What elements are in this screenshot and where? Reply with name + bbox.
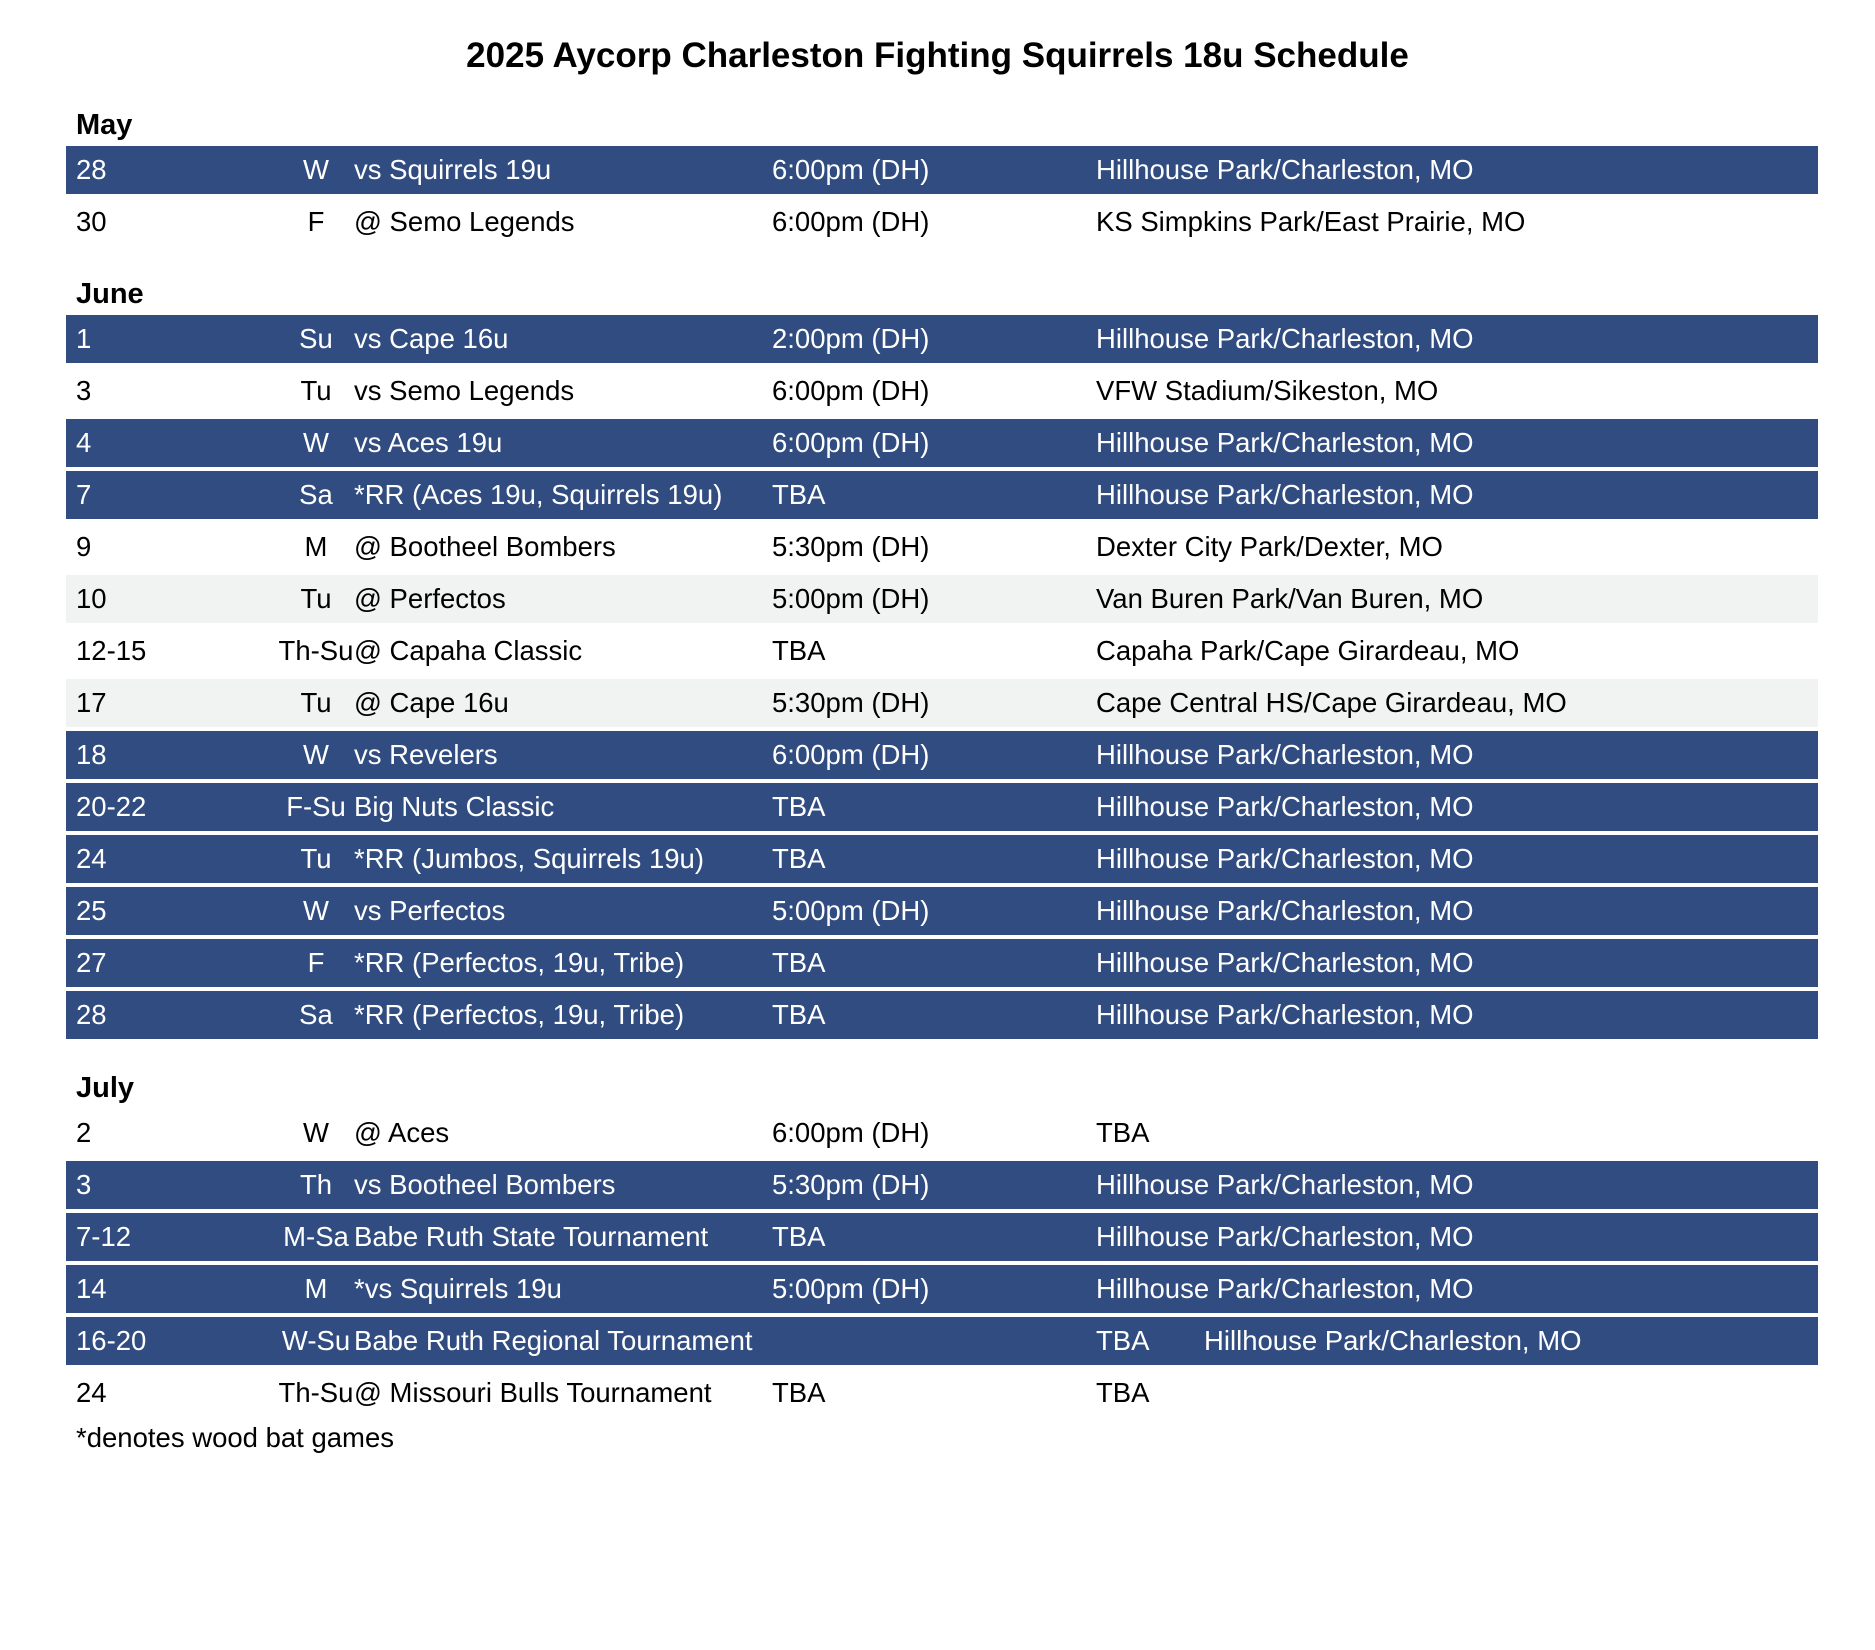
game-opponent: vs Bootheel Bombers	[354, 1169, 616, 1200]
game-time: 2:00pm (DH)	[772, 323, 930, 354]
game-time: TBA	[772, 1377, 826, 1408]
game-day: W-Su	[281, 1325, 351, 1356]
game-day: Th-Su	[278, 635, 354, 666]
game-location: KS Simpkins Park/East Prairie, MO	[1096, 206, 1526, 237]
game-time: 5:30pm (DH)	[772, 1169, 930, 1200]
game-opponent: vs Revelers	[354, 739, 498, 770]
game-time: TBA	[772, 791, 826, 822]
month-header: May	[76, 109, 133, 141]
game-date: 3	[76, 1169, 92, 1200]
game-opponent: @ Aces	[354, 1117, 450, 1148]
game-opponent: Babe Ruth State Tournament	[354, 1221, 709, 1252]
game-opponent: *RR (Perfectos, 19u, Tribe)	[354, 947, 685, 978]
table-row	[66, 679, 1818, 727]
table-row	[66, 731, 1818, 779]
game-date: 30	[76, 206, 107, 237]
game-time: 5:30pm (DH)	[772, 687, 930, 718]
game-location: TBA	[1096, 1377, 1150, 1408]
game-opponent: @ Perfectos	[354, 583, 506, 614]
game-opponent: Big Nuts Classic	[354, 791, 555, 822]
table-row	[66, 1161, 1818, 1209]
table-row	[66, 523, 1818, 571]
table-row	[66, 198, 1818, 246]
game-date: 7	[76, 479, 92, 510]
game-opponent: @ Semo Legends	[354, 206, 575, 237]
game-location-detail: Hillhouse Park/Charleston, MO	[1204, 1325, 1582, 1356]
game-day: Sa	[299, 479, 333, 510]
game-date: 2	[76, 1117, 92, 1148]
game-location: Cape Central HS/Cape Girardeau, MO	[1096, 687, 1567, 718]
game-opponent: *RR (Jumbos, Squirrels 19u)	[354, 843, 704, 874]
game-day: F	[307, 947, 325, 978]
game-time: 5:30pm (DH)	[772, 531, 930, 562]
game-location: Hillhouse Park/Charleston, MO	[1096, 739, 1474, 770]
game-opponent: @ Missouri Bulls Tournament	[354, 1377, 712, 1408]
game-location: TBA	[1096, 1325, 1150, 1356]
table-row	[66, 575, 1818, 623]
game-time: 6:00pm (DH)	[772, 1117, 930, 1148]
game-day: M	[304, 531, 328, 562]
game-time: TBA	[772, 479, 826, 510]
game-location: Hillhouse Park/Charleston, MO	[1096, 999, 1474, 1030]
game-location: Dexter City Park/Dexter, MO	[1096, 531, 1443, 562]
game-location: Hillhouse Park/Charleston, MO	[1096, 895, 1474, 926]
game-location: Hillhouse Park/Charleston, MO	[1096, 154, 1474, 185]
game-opponent: *vs Squirrels 19u	[354, 1273, 562, 1304]
table-row	[66, 627, 1818, 675]
game-opponent: @ Capaha Classic	[354, 635, 583, 666]
game-date: 17	[76, 687, 107, 718]
game-time: 6:00pm (DH)	[772, 739, 930, 770]
game-time: 5:00pm (DH)	[772, 583, 930, 614]
game-opponent: vs Squirrels 19u	[354, 154, 552, 185]
game-opponent: vs Semo Legends	[354, 375, 575, 406]
table-row	[66, 783, 1818, 831]
game-day: W	[303, 739, 329, 770]
month-header: June	[76, 278, 144, 310]
game-location: Hillhouse Park/Charleston, MO	[1096, 947, 1474, 978]
game-date: 20-22	[76, 791, 147, 822]
game-day: M-Sa	[283, 1221, 349, 1252]
game-time: TBA	[772, 999, 826, 1030]
game-opponent: vs Perfectos	[354, 895, 506, 926]
game-location: Hillhouse Park/Charleston, MO	[1096, 1273, 1474, 1304]
game-location: Hillhouse Park/Charleston, MO	[1096, 791, 1474, 822]
game-date: 7-12	[76, 1221, 132, 1252]
game-location: Hillhouse Park/Charleston, MO	[1096, 427, 1474, 458]
game-day: Su	[299, 323, 333, 354]
game-location: Hillhouse Park/Charleston, MO	[1096, 323, 1474, 354]
game-day: Tu	[300, 687, 332, 718]
game-date: 1	[76, 323, 92, 354]
game-day: Tu	[300, 375, 332, 406]
game-opponent: *RR (Perfectos, 19u, Tribe)	[354, 999, 685, 1030]
table-row	[66, 146, 1818, 194]
game-day: Th	[299, 1169, 333, 1200]
table-row	[66, 991, 1818, 1039]
table-row	[66, 887, 1818, 935]
game-opponent: vs Cape 16u	[354, 323, 509, 354]
game-location: VFW Stadium/Sikeston, MO	[1096, 375, 1439, 406]
game-date: 18	[76, 739, 107, 770]
game-location: Van Buren Park/Van Buren, MO	[1096, 583, 1484, 614]
month-header: July	[76, 1072, 135, 1104]
game-day: W	[303, 427, 329, 458]
game-time: 5:00pm (DH)	[772, 895, 930, 926]
game-day: W	[303, 154, 329, 185]
table-row	[66, 1369, 1818, 1417]
table-row	[66, 1265, 1818, 1313]
game-date: 4	[76, 427, 92, 458]
game-opponent: *RR (Aces 19u, Squirrels 19u)	[354, 479, 723, 510]
game-location: Hillhouse Park/Charleston, MO	[1096, 479, 1474, 510]
game-time: TBA	[772, 1221, 826, 1252]
table-row	[66, 419, 1818, 467]
game-day: Tu	[300, 583, 332, 614]
game-location: Hillhouse Park/Charleston, MO	[1096, 1169, 1474, 1200]
footnote: *denotes wood bat games	[76, 1422, 394, 1453]
game-time: 6:00pm (DH)	[772, 206, 930, 237]
game-date: 25	[76, 895, 107, 926]
table-row	[66, 939, 1818, 987]
game-day: M	[304, 1273, 328, 1304]
game-date: 9	[76, 531, 92, 562]
game-time: 6:00pm (DH)	[772, 154, 930, 185]
game-time: TBA	[772, 947, 826, 978]
game-location: TBA	[1096, 1117, 1150, 1148]
game-time: 6:00pm (DH)	[772, 427, 930, 458]
game-location: Capaha Park/Cape Girardeau, MO	[1096, 635, 1520, 666]
table-row	[66, 367, 1818, 415]
page-title: 2025 Aycorp Charleston Fighting Squirrels 18u Schedule	[466, 36, 1409, 75]
game-time: TBA	[772, 635, 826, 666]
game-date: 28	[76, 154, 107, 185]
game-time: TBA	[772, 843, 826, 874]
game-opponent: @ Cape 16u	[354, 687, 509, 718]
game-date: 14	[76, 1273, 107, 1304]
game-day: Tu	[300, 843, 332, 874]
game-date: 24	[76, 1377, 107, 1408]
game-location: Hillhouse Park/Charleston, MO	[1096, 1221, 1474, 1252]
table-row	[66, 315, 1818, 363]
game-date: 3	[76, 375, 92, 406]
game-opponent: Babe Ruth Regional Tournament	[354, 1325, 753, 1356]
table-row	[66, 1213, 1818, 1261]
game-date: 28	[76, 999, 107, 1030]
table-row	[66, 471, 1818, 519]
game-opponent: vs Aces 19u	[354, 427, 503, 458]
game-day: Sa	[299, 999, 333, 1030]
game-time: 5:00pm (DH)	[772, 1273, 930, 1304]
game-opponent: @ Bootheel Bombers	[354, 531, 616, 562]
game-date: 27	[76, 947, 107, 978]
game-day: W	[303, 1117, 329, 1148]
table-row	[66, 835, 1818, 883]
game-location: Hillhouse Park/Charleston, MO	[1096, 843, 1474, 874]
game-date: 12-15	[76, 635, 147, 666]
table-row	[66, 1109, 1818, 1157]
game-date: 10	[76, 583, 107, 614]
game-day: F	[307, 206, 325, 237]
game-time: 6:00pm (DH)	[772, 375, 930, 406]
game-date: 16-20	[76, 1325, 147, 1356]
table-row	[66, 1317, 1818, 1365]
game-day: Th-Su	[278, 1377, 354, 1408]
game-date: 24	[76, 843, 107, 874]
game-day: F-Su	[286, 791, 346, 822]
game-day: W	[303, 895, 329, 926]
